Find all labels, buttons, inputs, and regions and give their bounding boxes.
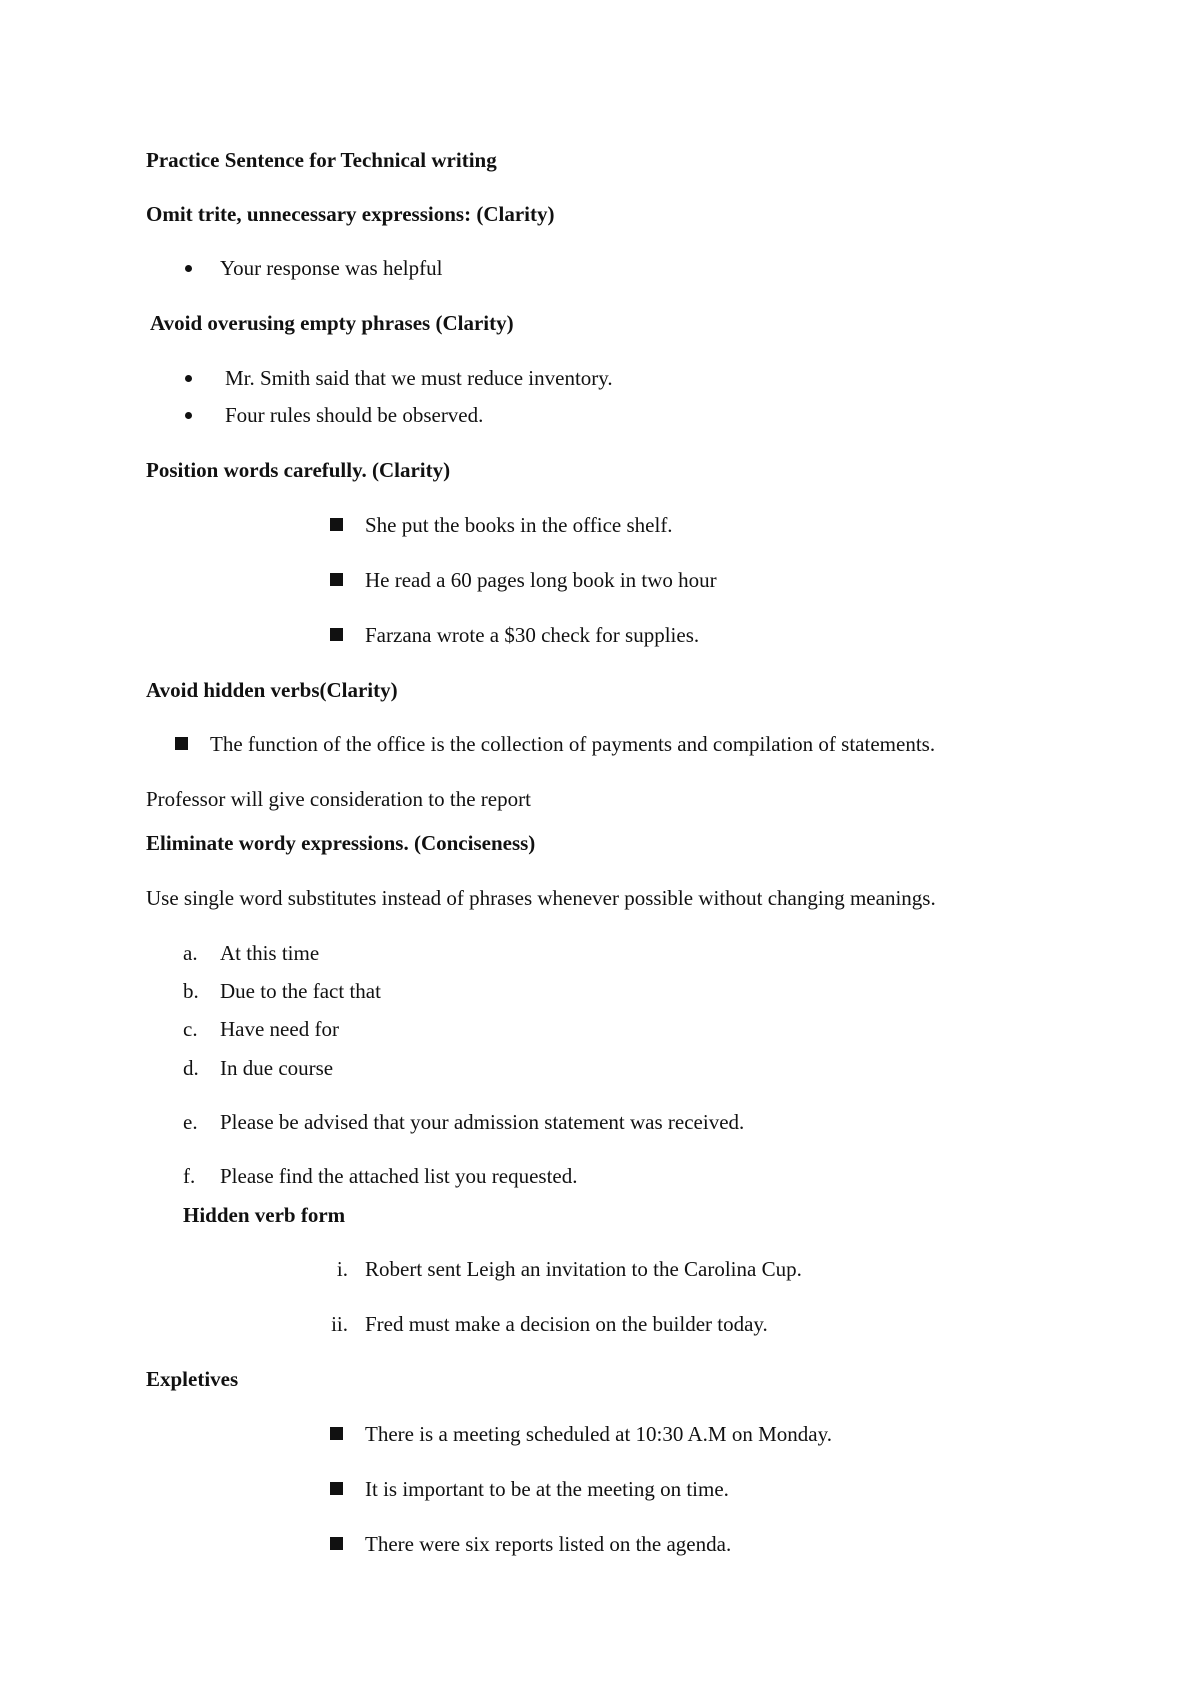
- list-item: Farzana wrote a $30 check for supplies.: [365, 623, 700, 647]
- list-item: Mr. Smith said that we must reduce inventory.: [225, 366, 613, 390]
- list-item: Four rules should be observed.: [225, 403, 484, 427]
- heading-avoid-empty-phrases: Avoid overusing empty phrases (Clarity): [150, 311, 514, 335]
- list-item: There were six reports listed on the agenda.: [365, 1532, 732, 1556]
- bullet-square: [330, 1427, 343, 1440]
- list-marker: e.: [183, 1110, 198, 1134]
- list-marker: d.: [183, 1056, 199, 1080]
- list-marker: c.: [183, 1017, 198, 1041]
- list-item: It is important to be at the meeting on time.: [365, 1477, 729, 1501]
- heading-hidden-verb-form: Hidden verb form: [183, 1203, 346, 1227]
- bullet-square: [330, 1482, 343, 1495]
- list-marker: i.: [336, 1257, 348, 1281]
- list-item: Have need for: [220, 1017, 339, 1041]
- list-item: She put the books in the office shelf.: [365, 513, 673, 537]
- bullet-square: [330, 573, 343, 586]
- list-item: At this time: [220, 941, 320, 965]
- list-item: Please find the attached list you requested.: [220, 1164, 578, 1188]
- list-item: Your response was helpful: [220, 256, 443, 280]
- document-title: Practice Sentence for Technical writing: [146, 148, 497, 172]
- bullet-square: [175, 737, 188, 750]
- list-item: Please be advised that your admission statement was received.: [220, 1110, 745, 1134]
- list-item: The function of the office is the collection of payments and compilation of statements.: [210, 732, 936, 756]
- list-item: Due to the fact that: [220, 979, 381, 1003]
- list-marker: a.: [183, 941, 198, 965]
- list-marker: f.: [183, 1164, 196, 1188]
- heading-eliminate-wordy: Eliminate wordy expressions. (Conciseness): [146, 831, 536, 855]
- heading-position-words: Position words carefully. (Clarity): [146, 458, 451, 482]
- heading-omit-trite: Omit trite, unnecessary expressions: (Clarity): [146, 202, 555, 226]
- list-item: Fred must make a decision on the builder today.: [365, 1312, 768, 1336]
- list-item: In due course: [220, 1056, 334, 1080]
- bullet-dot: [185, 265, 192, 272]
- body-text: Use single word substitutes instead of phrases whenever possible without changing meanings.: [146, 886, 936, 910]
- list-marker: ii.: [331, 1312, 348, 1336]
- bullet-square: [330, 518, 343, 531]
- list-item: There is a meeting scheduled at 10:30 A.M on Monday.: [365, 1422, 832, 1446]
- bullet-dot: [185, 375, 192, 382]
- heading-hidden-verbs: Avoid hidden verbs(Clarity): [146, 678, 398, 702]
- bullet-dot: [185, 412, 192, 419]
- bullet-square: [330, 628, 343, 641]
- list-item: Robert sent Leigh an invitation to the Carolina Cup.: [365, 1257, 802, 1281]
- bullet-square: [330, 1537, 343, 1550]
- list-marker: b.: [183, 979, 199, 1003]
- body-text: Professor will give consideration to the report: [146, 787, 531, 811]
- list-item: He read a 60 pages long book in two hour: [365, 568, 717, 592]
- heading-expletives: Expletives: [146, 1367, 239, 1391]
